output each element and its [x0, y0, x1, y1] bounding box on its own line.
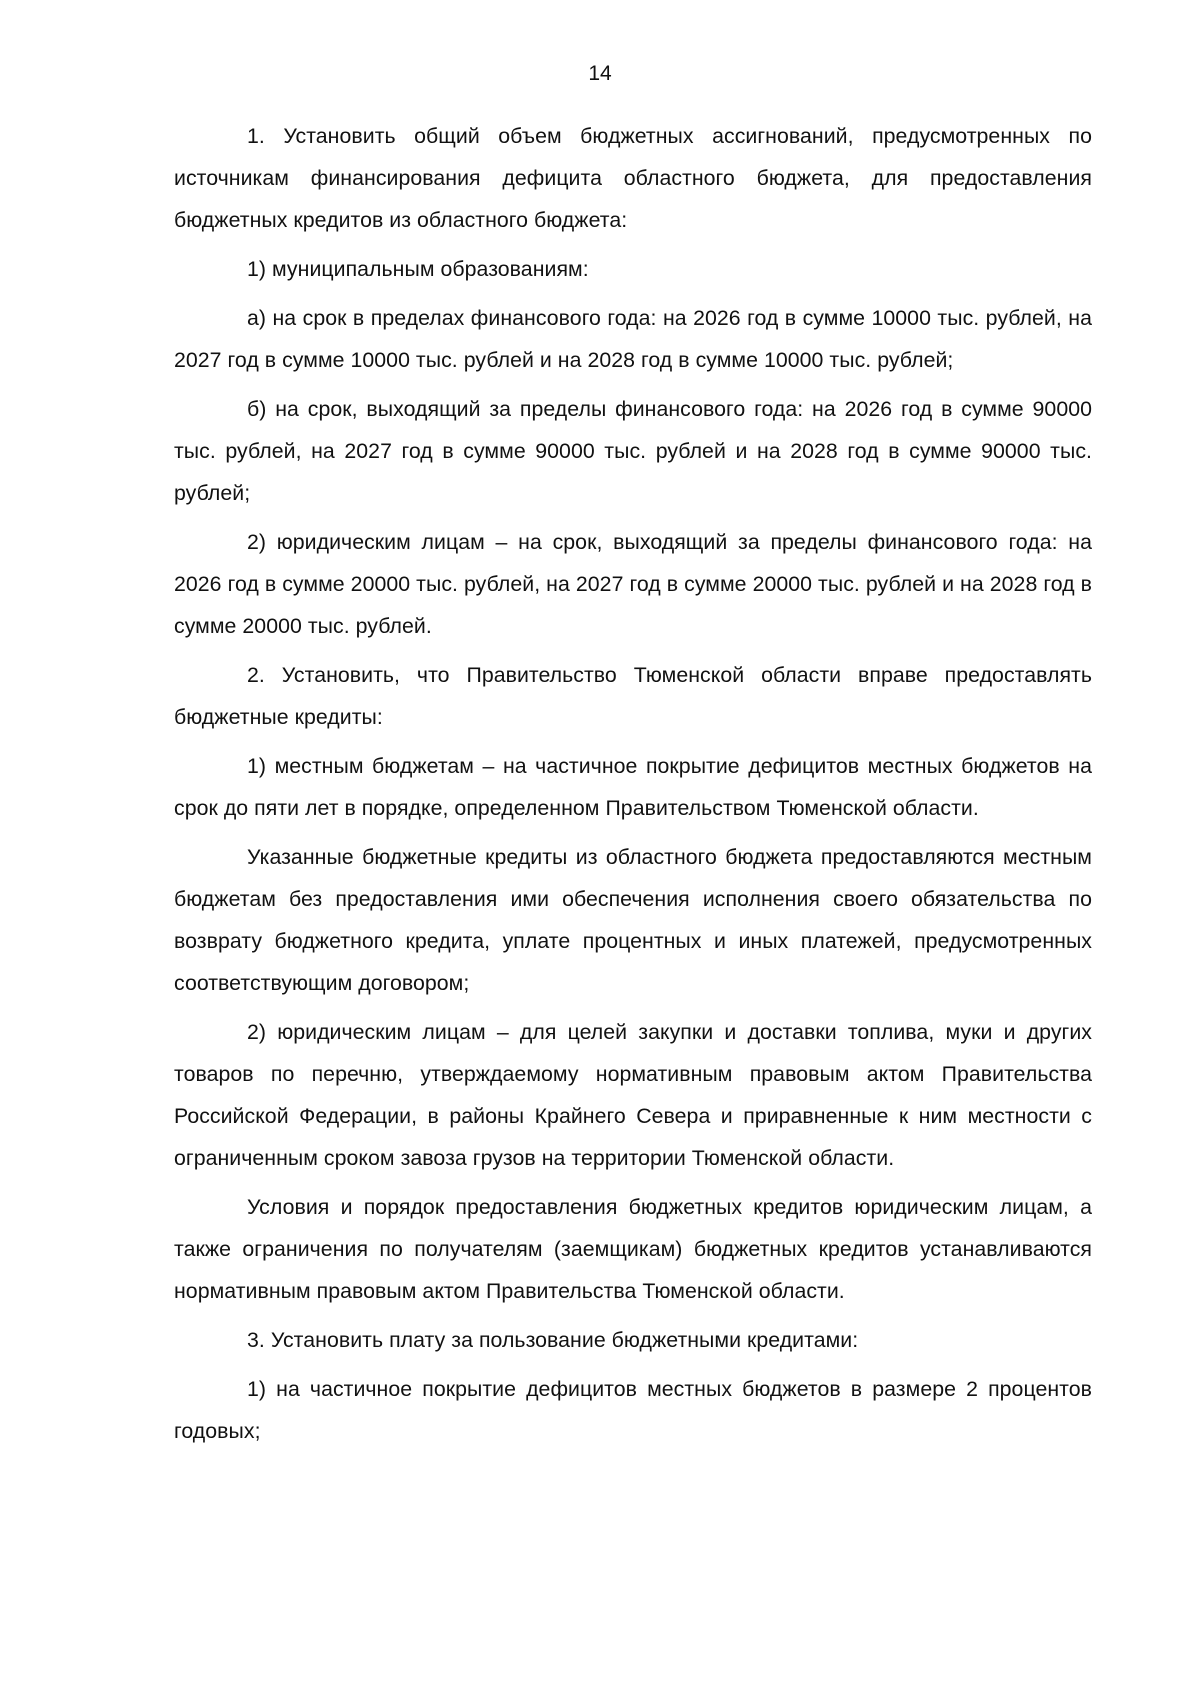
paragraph-6: 2. Установить, что Правительство Тюменской области вправе предоставлять бюджетные кредиты: [174, 663, 1092, 729]
document-body [174, 115, 1092, 1459]
paragraph-12: 1) на частичное покрытие дефицитов местных бюджетов в размере 2 процентов годовых; [174, 1377, 1092, 1443]
paragraph-8: Указанные бюджетные кредиты из областного бюджета предоставляются местным бюджетам без предоставления ими обеспечения исполнения своего обязательства по возврату бюджетного кредита, уплате процентных и иных платежей, предусмотренных соответствующим договором; [174, 845, 1092, 995]
page-number: 14 [588, 62, 612, 85]
paragraph-3: а) на срок в пределах финансового года: на 2026 год в сумме 10000 тыс. рублей, на 2027 год в сумме 10000 тыс. рублей и на 2028 год в сумме 10000 тыс. рублей; [174, 306, 1092, 372]
paragraph-11: 3. Установить плату за пользование бюджетными кредитами: [247, 1328, 859, 1352]
paragraph-10: Условия и порядок предоставления бюджетных кредитов юридическим лицам, а также ограничения по получателям (заемщикам) бюджетных кредитов устанавливаются нормативным правовым актом Правительства Тюменской области. [174, 1195, 1092, 1303]
paragraph-5: 2) юридическим лицам – на срок, выходящий за пределы финансового года: на 2026 год в сумме 20000 тыс. рублей, на 2027 год в сумме 20000 тыс. рублей и на 2028 год в сумме 20000 тыс. рублей. [174, 530, 1092, 638]
paragraph-2: 1) муниципальным образованиям: [247, 257, 589, 281]
paragraph-1: 1. Установить общий объем бюджетных ассигнований, предусмотренных по источникам финансирования дефицита областного бюджета, для предоставления бюджетных кредитов из областного бюджета: [174, 124, 1092, 232]
paragraph-9: 2) юридическим лицам – для целей закупки и доставки топлива, муки и других товаров по перечню, утверждаемому нормативным правовым актом Правительства Российской Федерации, в районы Крайнего Севера и приравненные к ним местности с ограниченным сроком завоза грузов на территории Тюменской области. [174, 1020, 1092, 1170]
paragraph-7: 1) местным бюджетам – на частичное покрытие дефицитов местных бюджетов на срок до пяти лет в порядке, определенном Правительством Тюменской области. [174, 754, 1092, 820]
paragraph-4: б) на срок, выходящий за пределы финансового года: на 2026 год в сумме 90000 тыс. рублей, на 2027 год в сумме 90000 тыс. рублей и на 2028 год в сумме 90000 тыс. рублей; [174, 397, 1092, 505]
